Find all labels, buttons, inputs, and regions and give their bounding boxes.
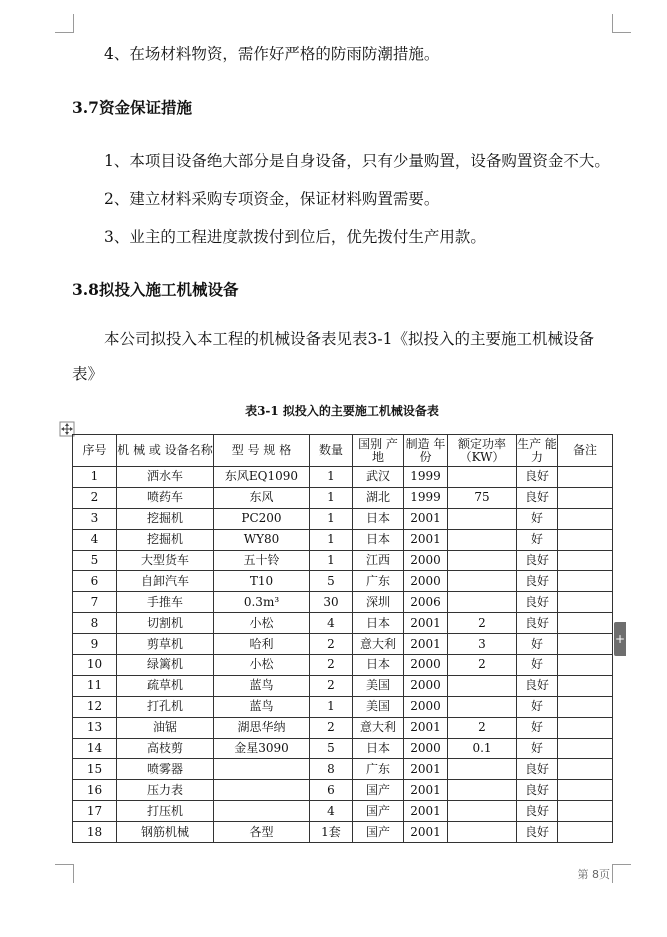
cell-capacity: 良好 [517, 822, 558, 843]
cell-power: 2 [448, 613, 517, 634]
cell-no: 4 [73, 529, 117, 550]
header-qty: 数量 [310, 435, 353, 467]
cell-capacity: 好 [517, 634, 558, 655]
cell-name: 切割机 [117, 613, 214, 634]
paragraph-rain-protection: 4、在场材料物资，需作好严格的防雨防潮措施。 [104, 45, 440, 63]
cell-name: 大型货车 [117, 550, 214, 571]
cell-name: 手推车 [117, 592, 214, 613]
cell-capacity: 良好 [517, 780, 558, 801]
cell-no: 5 [73, 550, 117, 571]
cell-no: 13 [73, 717, 117, 738]
cell-qty: 2 [310, 675, 353, 696]
cell-origin: 日本 [353, 508, 404, 529]
cell-name: 挖掘机 [117, 529, 214, 550]
paragraph-equipment-intro: 本公司拟投入本工程的机械设备表见表3-1《拟投入的主要施工机械设备表》 [72, 330, 594, 383]
cell-year: 2001 [404, 634, 448, 655]
cell-remark [558, 634, 613, 655]
cell-no: 1 [73, 467, 117, 488]
cell-origin: 美国 [353, 675, 404, 696]
cell-power [448, 759, 517, 780]
header-name: 机 械 或 设备名称 [117, 435, 214, 467]
cell-year: 2001 [404, 508, 448, 529]
cell-model: WY80 [214, 529, 310, 550]
cell-power [448, 571, 517, 592]
cell-qty: 1 [310, 696, 353, 717]
cell-year: 2000 [404, 655, 448, 676]
cell-name: 绿篱机 [117, 655, 214, 676]
cell-qty: 1 [310, 467, 353, 488]
cell-name: 钢筋机械 [117, 822, 214, 843]
cell-remark [558, 508, 613, 529]
cell-model: 蓝鸟 [214, 675, 310, 696]
table-row [73, 592, 613, 613]
table-header-row [73, 435, 613, 467]
cell-qty: 2 [310, 717, 353, 738]
cell-year: 2001 [404, 759, 448, 780]
cell-model: 蓝鸟 [214, 696, 310, 717]
table-row [73, 675, 613, 696]
cell-name: 油锯 [117, 717, 214, 738]
cell-name: 喷药车 [117, 487, 214, 508]
cell-name: 洒水车 [117, 467, 214, 488]
cell-no: 2 [73, 487, 117, 508]
crop-mark-top-right [612, 14, 631, 33]
table-row [73, 571, 613, 592]
section-heading-3-8: 3.8拟投入施工机械设备 [72, 280, 239, 299]
cell-origin: 广东 [353, 571, 404, 592]
cell-name: 压力表 [117, 780, 214, 801]
cell-qty: 1套 [310, 822, 353, 843]
cell-name: 自卸汽车 [117, 571, 214, 592]
cell-capacity: 好 [517, 738, 558, 759]
cell-capacity: 良好 [517, 759, 558, 780]
cell-power: 75 [448, 487, 517, 508]
header-remark: 备注 [558, 435, 613, 467]
cell-name: 高枝剪 [117, 738, 214, 759]
cell-year: 1999 [404, 487, 448, 508]
table-row [73, 801, 613, 822]
cell-remark [558, 675, 613, 696]
header-no: 序号 [73, 435, 117, 467]
cell-no: 3 [73, 508, 117, 529]
cell-power [448, 529, 517, 550]
cell-capacity: 好 [517, 529, 558, 550]
header-year: 制造 年份 [404, 435, 448, 467]
cell-capacity: 良好 [517, 675, 558, 696]
cell-qty: 1 [310, 487, 353, 508]
cell-year: 2001 [404, 801, 448, 822]
table-row [73, 487, 613, 508]
cell-name: 剪草机 [117, 634, 214, 655]
cell-power [448, 822, 517, 843]
cell-power [448, 592, 517, 613]
cell-capacity: 良好 [517, 467, 558, 488]
table-row [73, 529, 613, 550]
cell-year: 2000 [404, 696, 448, 717]
cell-no: 15 [73, 759, 117, 780]
cell-name: 疏草机 [117, 675, 214, 696]
paragraph-fund-1: 1、本项目设备绝大部分是自身设备，只有少量购置，设备购置资金不大。 [104, 152, 610, 170]
cell-remark [558, 467, 613, 488]
cell-qty: 4 [310, 801, 353, 822]
cell-origin: 日本 [353, 738, 404, 759]
cell-model: T10 [214, 571, 310, 592]
header-power: 额定功率（KW） [448, 435, 517, 467]
cell-year: 1999 [404, 467, 448, 488]
cell-power [448, 508, 517, 529]
cell-origin: 国产 [353, 801, 404, 822]
cell-power [448, 467, 517, 488]
cell-origin: 意大利 [353, 717, 404, 738]
cell-model [214, 780, 310, 801]
cell-origin: 日本 [353, 529, 404, 550]
cell-origin: 日本 [353, 655, 404, 676]
crop-mark-bottom-right [612, 864, 631, 883]
cell-power: 0.1 [448, 738, 517, 759]
table-row [73, 655, 613, 676]
cell-capacity: 良好 [517, 571, 558, 592]
cell-power: 3 [448, 634, 517, 655]
cell-model: 小松 [214, 613, 310, 634]
cell-year: 2001 [404, 717, 448, 738]
cell-power [448, 550, 517, 571]
cell-power: 2 [448, 717, 517, 738]
cell-no: 7 [73, 592, 117, 613]
cell-capacity: 良好 [517, 487, 558, 508]
cell-name: 打压机 [117, 801, 214, 822]
cell-year: 2001 [404, 822, 448, 843]
crop-mark-bottom-left [55, 864, 74, 883]
cell-year: 2000 [404, 738, 448, 759]
cell-power [448, 675, 517, 696]
cell-origin: 国产 [353, 780, 404, 801]
cell-model: 五十铃 [214, 550, 310, 571]
cell-power [448, 696, 517, 717]
cell-year: 2000 [404, 550, 448, 571]
cell-qty: 6 [310, 780, 353, 801]
cell-capacity: 好 [517, 717, 558, 738]
paragraph-fund-3: 3、业主的工程进度款拨付到位后，优先拨付生产用款。 [104, 228, 486, 246]
cell-model: 小松 [214, 655, 310, 676]
cell-remark [558, 801, 613, 822]
cell-qty: 2 [310, 634, 353, 655]
cell-model: 东风 [214, 487, 310, 508]
cell-origin: 江西 [353, 550, 404, 571]
cell-remark [558, 822, 613, 843]
crop-mark-top-left [55, 14, 74, 33]
cell-capacity: 良好 [517, 613, 558, 634]
table-row [73, 508, 613, 529]
cell-no: 6 [73, 571, 117, 592]
section-heading-3-7: 3.7资金保证措施 [72, 98, 192, 117]
cell-year: 2000 [404, 571, 448, 592]
cell-capacity: 好 [517, 508, 558, 529]
cell-model: 哈利 [214, 634, 310, 655]
cell-capacity: 好 [517, 655, 558, 676]
cell-model: 湖思华纳 [214, 717, 310, 738]
plus-icon[interactable]: + [614, 622, 626, 656]
cell-no: 9 [73, 634, 117, 655]
cell-remark [558, 592, 613, 613]
table-row [73, 550, 613, 571]
table-row [73, 696, 613, 717]
cell-remark [558, 529, 613, 550]
cell-qty: 1 [310, 508, 353, 529]
cell-model [214, 801, 310, 822]
cell-no: 8 [73, 613, 117, 634]
cell-power [448, 780, 517, 801]
table-row [73, 613, 613, 634]
cell-year: 2001 [404, 613, 448, 634]
cell-no: 12 [73, 696, 117, 717]
cell-no: 16 [73, 780, 117, 801]
cell-year: 2006 [404, 592, 448, 613]
cell-qty: 30 [310, 592, 353, 613]
cell-qty: 2 [310, 655, 353, 676]
cell-origin: 广东 [353, 759, 404, 780]
cell-model: 各型 [214, 822, 310, 843]
header-capacity: 生产 能力 [517, 435, 558, 467]
cell-name: 挖掘机 [117, 508, 214, 529]
table-row [73, 467, 613, 488]
cell-capacity: 良好 [517, 592, 558, 613]
table-row [73, 759, 613, 780]
cell-model: 东风EQ1090 [214, 467, 310, 488]
cell-origin: 国产 [353, 822, 404, 843]
cell-year: 2001 [404, 529, 448, 550]
cell-model: PC200 [214, 508, 310, 529]
equipment-table [72, 434, 613, 843]
cell-model: 金星3090 [214, 738, 310, 759]
header-model: 型 号 规 格 [214, 435, 310, 467]
table-row [73, 780, 613, 801]
cell-capacity: 良好 [517, 550, 558, 571]
cell-remark [558, 759, 613, 780]
table-row [73, 717, 613, 738]
cell-power [448, 801, 517, 822]
cell-remark [558, 717, 613, 738]
page-number: 第 8页 [577, 868, 610, 881]
cell-name: 打孔机 [117, 696, 214, 717]
cell-origin: 美国 [353, 696, 404, 717]
cell-remark [558, 550, 613, 571]
cell-qty: 5 [310, 738, 353, 759]
cell-remark [558, 780, 613, 801]
cell-qty: 4 [310, 613, 353, 634]
paragraph-fund-2: 2、建立材料采购专项资金，保证材料购置需要。 [104, 190, 440, 208]
cell-qty: 8 [310, 759, 353, 780]
cell-capacity: 好 [517, 696, 558, 717]
cell-name: 喷雾器 [117, 759, 214, 780]
cell-origin: 意大利 [353, 634, 404, 655]
cell-qty: 5 [310, 571, 353, 592]
cell-power: 2 [448, 655, 517, 676]
cell-remark [558, 571, 613, 592]
cell-qty: 1 [310, 529, 353, 550]
cell-remark [558, 696, 613, 717]
cell-year: 2000 [404, 675, 448, 696]
cell-origin: 深圳 [353, 592, 404, 613]
cell-no: 17 [73, 801, 117, 822]
cell-remark [558, 655, 613, 676]
cell-no: 10 [73, 655, 117, 676]
table-caption: 表3-1 拟投入的主要施工机械设备表 [245, 404, 439, 418]
table-row [73, 634, 613, 655]
cell-model: 0.3m³ [214, 592, 310, 613]
cell-year: 2001 [404, 780, 448, 801]
cell-origin: 武汉 [353, 467, 404, 488]
cell-origin: 日本 [353, 613, 404, 634]
cell-remark [558, 738, 613, 759]
cell-no: 14 [73, 738, 117, 759]
table-row [73, 738, 613, 759]
cell-no: 11 [73, 675, 117, 696]
cell-remark [558, 487, 613, 508]
cell-model [214, 759, 310, 780]
header-origin: 国别 产地 [353, 435, 404, 467]
table-row [73, 822, 613, 843]
cell-capacity: 良好 [517, 801, 558, 822]
cell-no: 18 [73, 822, 117, 843]
cell-remark [558, 613, 613, 634]
cell-origin: 湖北 [353, 487, 404, 508]
cell-qty: 1 [310, 550, 353, 571]
